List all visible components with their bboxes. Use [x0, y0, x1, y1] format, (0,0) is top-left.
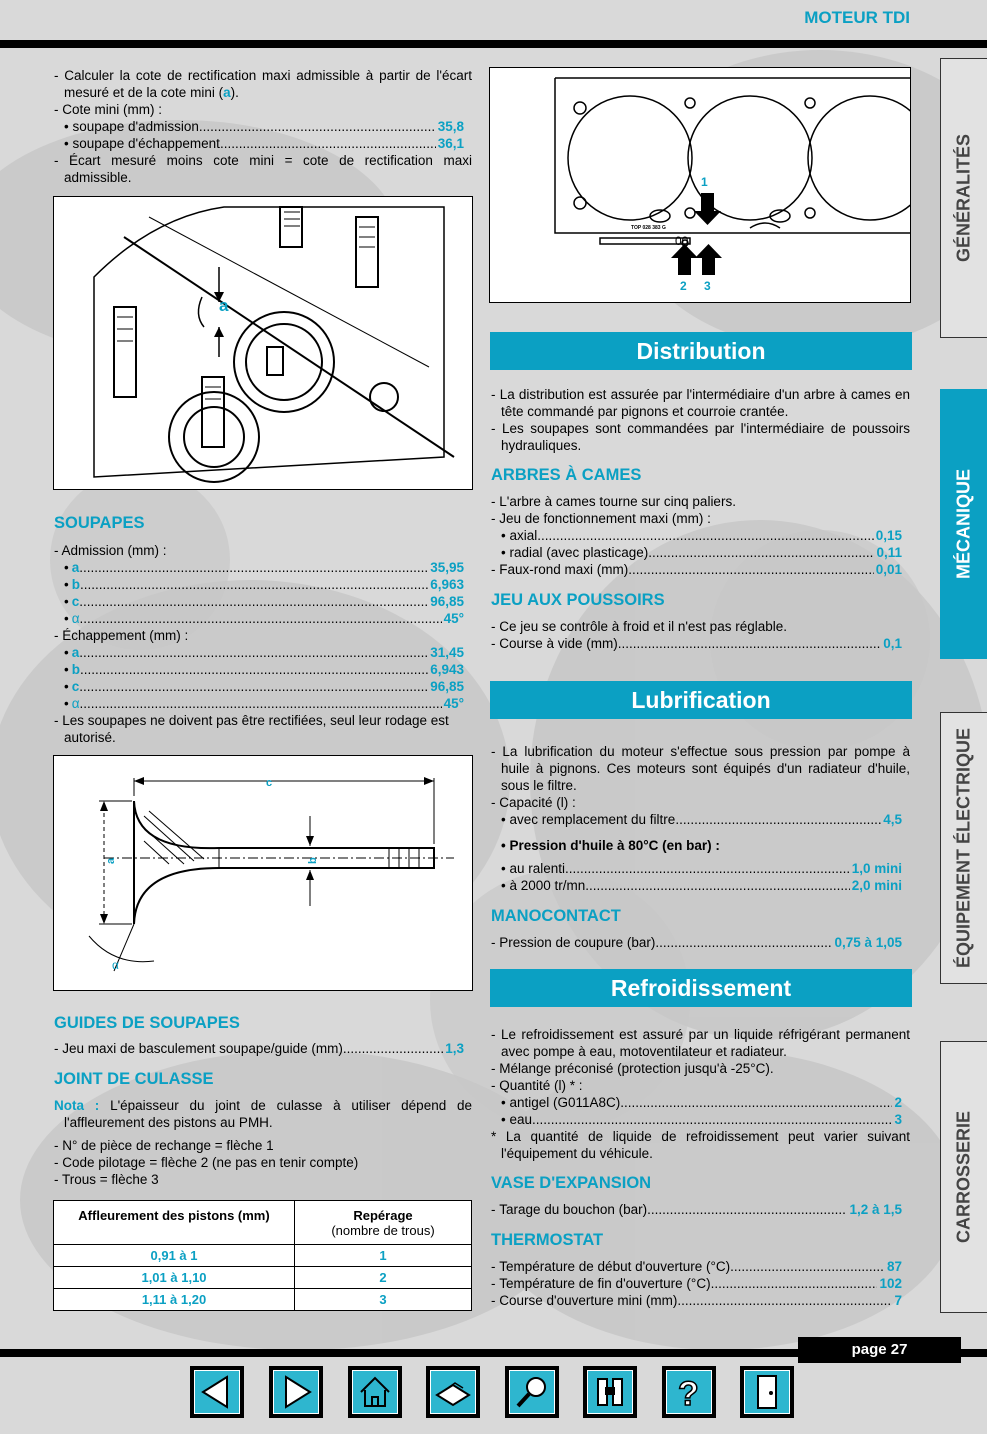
- cylinder-head-drawing: [54, 197, 472, 489]
- admission-label: - Admission (mm) :: [54, 543, 167, 558]
- next-page-button[interactable]: [269, 1366, 323, 1418]
- arrow-label-2: 2: [680, 279, 687, 293]
- soupapes-title: SOUPAPES: [54, 514, 145, 532]
- spec-line: - Course à vide (mm) ..... 0,1: [491, 635, 902, 652]
- echappement-label: - Échappement (mm) :: [54, 628, 189, 643]
- table-row: 0,91 à 1 1: [54, 1245, 472, 1267]
- joint-item: - Code pilotage = flèche 2 (ne pas en tenir compte): [54, 1155, 359, 1170]
- lubrification-item: - La lubrification du moteur s'effectue sous pression par pompe à huile à pignons. Ces moteurs sont équipés d'un radiateur d'huile, sous le filtre.: [491, 744, 910, 793]
- spec-line: • soupape d'admission ..... 35,8: [54, 118, 464, 135]
- lubrification-item: - Capacité (l) :: [491, 795, 576, 810]
- binoculars-icon: [588, 1371, 632, 1413]
- soupapes-note: - Les soupapes ne doivent pas être rectifiées, seul leur rodage est autorisé.: [54, 713, 449, 745]
- table-row: 1,01 à 1,10 2: [54, 1267, 472, 1289]
- spec-line: - Course d'ouverture mini (mm) ..... 7: [491, 1292, 902, 1309]
- spec-line: - Tarage du bouchon (bar) ..... 1,2 à 1,5: [491, 1201, 902, 1218]
- guides-title: GUIDES DE SOUPAPES: [54, 1014, 240, 1032]
- spec-line: - Pression de coupure (bar) ..... 0,75 à 1,05: [491, 934, 902, 951]
- spec-line: - Faux-rond maxi (mm) ..... 0,01: [491, 561, 902, 578]
- left-intro-text: [54, 67, 472, 186]
- print-button[interactable]: [426, 1366, 480, 1418]
- spec-line: • eau ..... 3: [491, 1111, 902, 1128]
- table-header-reperage: Repérage (nombre de trous): [295, 1201, 472, 1245]
- spec-line: • a ..... 35,95: [54, 559, 464, 576]
- spec-line: • α ..... 45°: [54, 695, 464, 712]
- table-row: 1,11 à 1,20 3: [54, 1289, 472, 1311]
- affleurement-table: [53, 1200, 472, 1311]
- arrow-label-1: 1: [701, 175, 708, 189]
- spec-line: • axial ..... 0,15: [491, 527, 902, 544]
- table-header-affleurement: Affleurement des pistons (mm): [54, 1201, 295, 1245]
- spec-line: • a ..... 31,45: [54, 644, 464, 661]
- intro-item-1: - Calculer la cote de rectification maxi admissible à partir de l'écart mesuré et de la cote mini (a).: [54, 68, 473, 100]
- spec-line: • au ralenti ..... 1,0 mini: [491, 860, 902, 877]
- valve-drawing: [54, 756, 472, 990]
- top-rule: [0, 40, 987, 48]
- arbres-title: ARBRES À CAMES: [491, 466, 642, 484]
- figure-label-a: a: [219, 296, 229, 315]
- distribution-banner: Distribution: [490, 332, 912, 370]
- spec-line: • radial (avec plasticage) ..... 0,11: [491, 544, 902, 561]
- intro-item-2: - Cote mini (mm) :: [54, 102, 163, 117]
- joint-item: - Trous = flèche 3: [54, 1172, 159, 1187]
- refroidissement-banner: Refroidissement: [490, 969, 912, 1007]
- soupapes-section: [54, 515, 472, 746]
- spec-line: • antigel (G011A8C) ..... 2: [491, 1094, 902, 1111]
- exit-icon: [745, 1371, 789, 1413]
- head-gasket-drawing: [490, 68, 910, 302]
- spec-line: - Température de fin d'ouverture (°C) ..... 102: [491, 1275, 902, 1292]
- search-button[interactable]: [505, 1366, 559, 1418]
- document-header-title: MOTEUR TDI: [804, 8, 910, 27]
- distribution-item: - La distribution est assurée par l'intermédiaire d'un arbre à cames en tête commandé par pignons et courroie crantée.: [491, 387, 911, 419]
- joint-nota: Nota : L'épaisseur du joint de culasse à utiliser dépend de l'affleurement des pistons au PMH.: [54, 1098, 473, 1130]
- refroidissement-section: [491, 1026, 910, 1309]
- tab-mecanique[interactable]: MÉCANIQUE: [940, 389, 987, 659]
- spec-line: • c ..... 96,85: [54, 593, 464, 610]
- previous-page-button[interactable]: [190, 1366, 244, 1418]
- search-icon: [510, 1371, 554, 1413]
- lubrification-banner: Lubrification: [490, 681, 912, 719]
- find-button[interactable]: [583, 1366, 637, 1418]
- page-number: page 27: [798, 1337, 961, 1363]
- spec-line: • à 2000 tr/mn ..... 2,0 mini: [491, 877, 902, 894]
- refroidissement-item: - Quantité (l) * :: [491, 1078, 583, 1093]
- help-icon: [667, 1371, 711, 1413]
- distribution-item: - Les soupapes sont commandées par l'intermédiaire de poussoirs hydrauliques.: [491, 421, 911, 453]
- jeu-item: - Ce jeu se contrôle à froid et il n'est pas réglable.: [491, 619, 787, 634]
- arrow-label-3: 3: [704, 279, 711, 293]
- home-icon: [353, 1371, 397, 1413]
- joint-title: JOINT DE CULASSE: [54, 1070, 214, 1088]
- spec-line: • b ..... 6,963: [54, 576, 464, 593]
- refroidissement-item: - Mélange préconisé (protection jusqu'à -25°C).: [491, 1061, 774, 1076]
- print-icon: [431, 1371, 475, 1413]
- arbres-item: - Jeu de fonctionnement maxi (mm) :: [491, 511, 711, 526]
- head-gasket-figure: [489, 67, 911, 303]
- help-button[interactable]: [662, 1366, 716, 1418]
- refroidissement-footnote: * La quantité de liquide de refroidissement peut varier suivant l'équipement du véhicule.: [491, 1129, 910, 1161]
- valve-figure: [53, 755, 473, 991]
- spec-line: - Température de début d'ouverture (°C) ..... 87: [491, 1258, 902, 1275]
- intro-item-3: - Écart mesuré moins cote mini = cote de rectification maxi admissible.: [54, 153, 472, 185]
- gasket-stamp: TOP 028 383 G: [631, 225, 666, 231]
- spec-line: • avec remplacement du filtre ..... 4,5: [491, 811, 902, 828]
- tab-generalites[interactable]: GÉNÉRALITÉS: [940, 58, 987, 338]
- table-header-row: [54, 1201, 472, 1245]
- dim-label-c: c: [266, 777, 273, 789]
- dim-label-alpha: α: [112, 958, 119, 972]
- spec-line: - Jeu maxi de basculement soupape/guide (mm) ..... 1,3: [54, 1040, 464, 1057]
- pression-title: • Pression d'huile à 80°C (en bar) :: [501, 838, 720, 853]
- exit-button[interactable]: [740, 1366, 794, 1418]
- dim-label-a: a: [105, 857, 117, 864]
- arbres-item: - L'arbre à cames tourne sur cinq paliers.: [491, 494, 736, 509]
- jeu-title: JEU AUX POUSSOIRS: [491, 591, 665, 609]
- tab-equipement-electrique[interactable]: ÉQUIPEMENT ÉLECTRIQUE: [940, 712, 987, 984]
- lubrification-section: [491, 743, 910, 951]
- cylinder-head-figure: [53, 196, 473, 490]
- tab-carrosserie[interactable]: CARROSSERIE: [940, 1041, 987, 1313]
- svg-text:?: ?: [678, 1375, 699, 1413]
- next-icon: [274, 1371, 318, 1413]
- distribution-section: [491, 386, 910, 652]
- spec-line: • soupape d'échappement ..... 36,1: [54, 135, 464, 152]
- home-button[interactable]: [348, 1366, 402, 1418]
- previous-icon: [195, 1371, 239, 1413]
- spec-line: • c ..... 96,85: [54, 678, 464, 695]
- spec-line: • b ..... 6,943: [54, 661, 464, 678]
- thermostat-title: THERMOSTAT: [491, 1231, 604, 1249]
- vase-title: VASE D'EXPANSION: [491, 1174, 652, 1192]
- gasket-holes: 00: [675, 234, 689, 248]
- joint-item: - N° de pièce de rechange = flèche 1: [54, 1138, 274, 1153]
- dim-label-b: b: [307, 857, 319, 864]
- refroidissement-item: - Le refroidissement est assuré par un liquide réfrigérant permanent avec pompe à eau, motoventilateur et radiateur.: [491, 1027, 910, 1059]
- spec-line: • α ..... 45°: [54, 610, 464, 627]
- guides-joint-section: [54, 1015, 472, 1188]
- manocontact-title: MANOCONTACT: [491, 907, 621, 925]
